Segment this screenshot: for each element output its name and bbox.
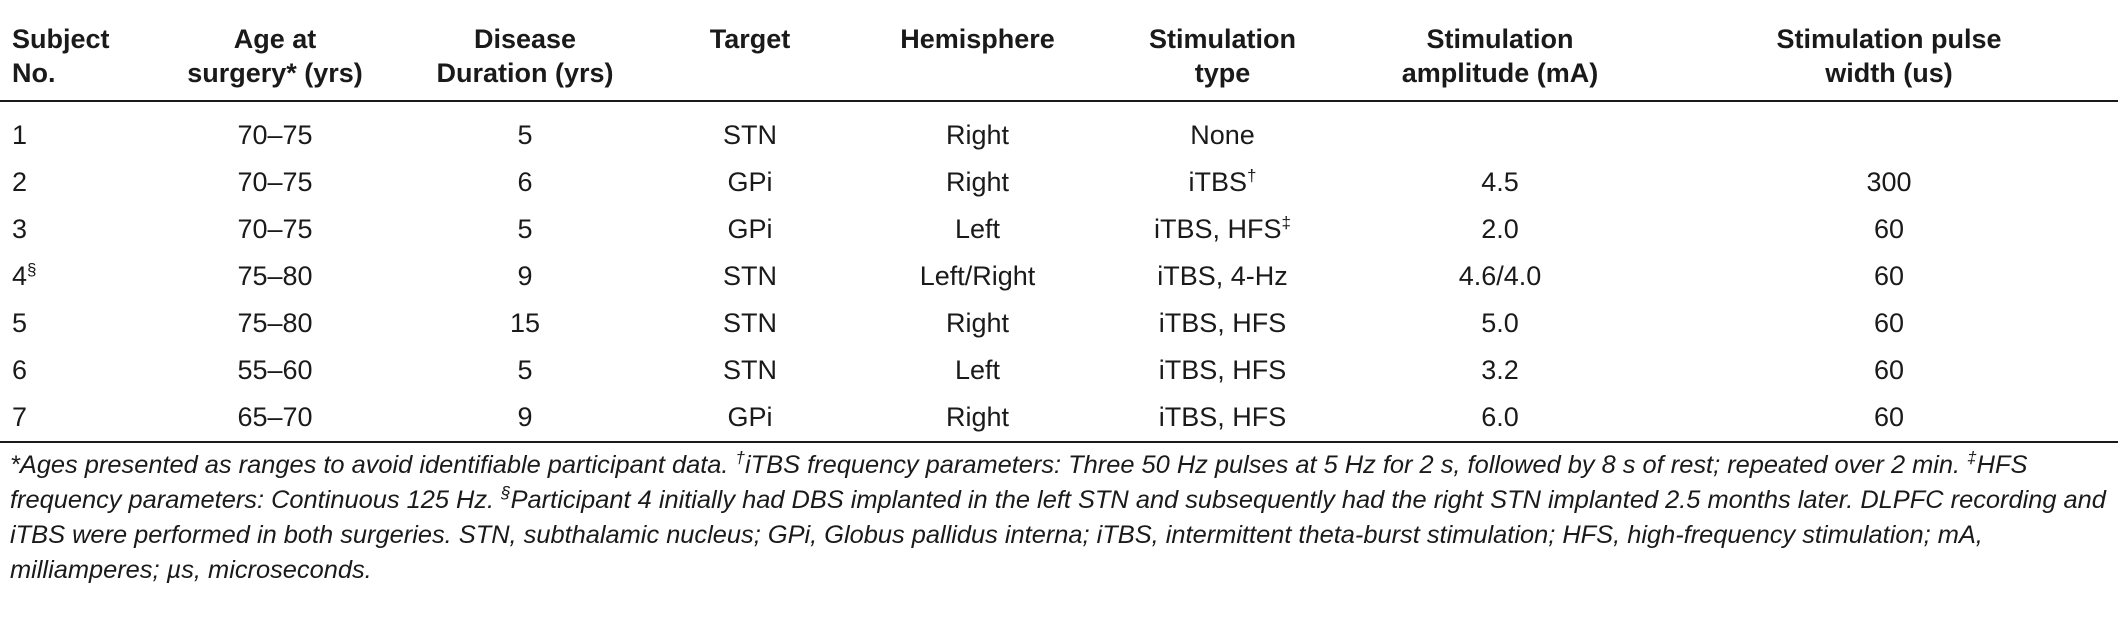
- cell-amplitude: [1340, 101, 1660, 159]
- table-row: [0, 394, 2118, 442]
- cell-stim-type: iTBS, HFS: [1158, 402, 1287, 432]
- cell-duration: 5: [517, 120, 533, 150]
- cell-pulse-width: 60: [1873, 402, 1905, 432]
- cell-hemisphere: Left: [954, 355, 1001, 385]
- cell-pulse-width: 60: [1873, 355, 1905, 385]
- cell-duration: 6: [517, 167, 533, 197]
- cell-hemisphere: Right: [945, 308, 1010, 338]
- cell-duration: 5: [517, 214, 533, 244]
- cell-age: 70–75: [237, 120, 313, 150]
- cell-stim-type: None: [1190, 120, 1255, 150]
- header-disease-duration: Disease Duration (yrs): [436, 24, 614, 88]
- cell-target: STN: [723, 261, 777, 291]
- cell-amplitude: 4.6/4.0: [1458, 261, 1542, 291]
- table-row: [0, 253, 2118, 300]
- table-header-row: [0, 14, 2118, 101]
- cell-duration: 5: [517, 355, 533, 385]
- cell-subject: 1: [12, 120, 28, 150]
- cell-target: GPi: [727, 167, 773, 197]
- cell-amplitude: 6.0: [1481, 402, 1519, 432]
- header-stimulation-type: Stimulation type: [1149, 24, 1296, 88]
- cell-age: 70–75: [237, 167, 313, 197]
- table-row: [0, 347, 2118, 394]
- cell-pulse-width: [1660, 101, 2118, 159]
- table-row: [0, 101, 2118, 159]
- header-age-at-surgery: Age at surgery* (yrs): [187, 24, 363, 88]
- cell-age: 70–75: [237, 214, 313, 244]
- cell-age: 75–80: [237, 261, 313, 291]
- table-row: [0, 300, 2118, 347]
- cell-duration: 15: [509, 308, 541, 338]
- header-target: Target: [709, 24, 791, 54]
- cell-hemisphere: Right: [945, 402, 1010, 432]
- cell-stim-type: iTBS, 4-Hz: [1157, 261, 1288, 291]
- header-hemisphere: Hemisphere: [900, 24, 1055, 54]
- cell-duration: 9: [517, 402, 533, 432]
- cell-hemisphere: Left: [954, 214, 1001, 244]
- cell-hemisphere: Right: [945, 120, 1010, 150]
- cell-target: GPi: [727, 402, 773, 432]
- cell-subject: 5: [12, 308, 28, 338]
- cell-target: STN: [723, 308, 777, 338]
- cell-target: STN: [723, 355, 777, 385]
- cell-hemisphere: Right: [945, 167, 1010, 197]
- cell-age: 75–80: [237, 308, 313, 338]
- cell-target: GPi: [727, 214, 773, 244]
- cell-pulse-width: 60: [1873, 261, 1905, 291]
- cell-age: 55–60: [237, 355, 313, 385]
- cell-pulse-width: 300: [1866, 167, 1912, 197]
- cell-subject: 4§: [12, 260, 37, 291]
- cell-amplitude: 2.0: [1481, 214, 1519, 244]
- cell-duration: 9: [517, 261, 533, 291]
- cell-amplitude: 3.2: [1481, 355, 1519, 385]
- header-stimulation-pulse-width: Stimulation pulse width (us): [1776, 24, 2002, 88]
- cell-amplitude: 5.0: [1481, 308, 1519, 338]
- cell-pulse-width: 60: [1873, 308, 1905, 338]
- cell-subject: 6: [12, 355, 28, 385]
- cell-pulse-width: 60: [1873, 214, 1905, 244]
- cell-subject: 3: [12, 214, 28, 244]
- table-row: [0, 159, 2118, 206]
- subject-table: [0, 14, 2118, 443]
- cell-stim-type: iTBS, HFS: [1158, 355, 1287, 385]
- cell-stim-type: iTBS, HFS: [1158, 308, 1287, 338]
- header-stimulation-amplitude: Stimulation amplitude (mA): [1401, 24, 1599, 88]
- cell-subject: 2: [12, 167, 28, 197]
- cell-subject: 7: [12, 402, 28, 432]
- cell-amplitude: 4.5: [1481, 167, 1519, 197]
- cell-target: STN: [723, 120, 777, 150]
- cell-stim-type: iTBS†: [1188, 166, 1257, 197]
- header-subject-no: Subject No.: [12, 24, 110, 88]
- cell-hemisphere: Left/Right: [919, 261, 1036, 291]
- table-footnote: *Ages presented as ranges to avoid identifiable participant data. †iTBS frequency parameters: Three 50 Hz pulses at 5 Hz for 2 s, followed by 8 s of rest; repeated over 2 min. ‡HFS frequency parameters: Continuous 125 Hz. §Participant 4 initially had DBS implanted in the left STN and subsequently had the right STN implanted 2.5 months later. DLPFC recording and iTBS were performed in both surgeries. STN, subthalamic nucleus; GPi, Globus pallidus interna; iTBS, intermittent theta-burst stimulation; HFS, high-frequency stimulation; mA, milliamperes; µs, microseconds.: [10, 448, 2106, 584]
- cell-age: 65–70: [237, 402, 313, 432]
- table-row: [0, 206, 2118, 253]
- cell-stim-type: iTBS, HFS‡: [1154, 213, 1291, 244]
